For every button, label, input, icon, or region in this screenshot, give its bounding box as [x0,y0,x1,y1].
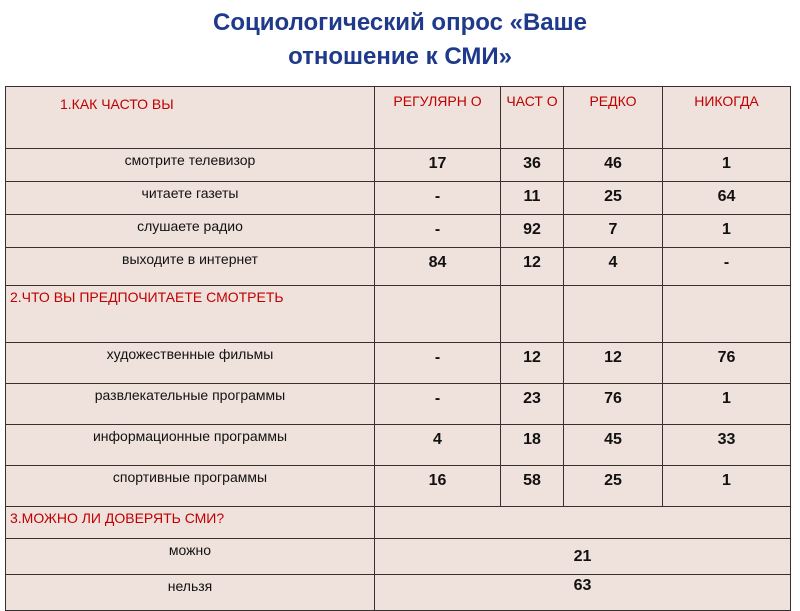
cell-never: 1 [663,466,791,507]
cell-rarely: 25 [564,182,663,215]
row-label: художественные фильмы [6,343,375,384]
row-label: информационные программы [6,425,375,466]
question-3-row [6,507,791,539]
column-header-rarely: РЕДКО [564,87,663,149]
empty-cell [564,286,663,343]
title-line-1: Социологический опрос «Ваше [213,9,587,36]
empty-cell [375,286,501,343]
empty-cell [501,286,564,343]
cell-rarely: 7 [564,215,663,248]
cell-often: 58 [501,466,564,507]
cell-answer-value: 21 [375,539,791,575]
cell-rarely: 12 [564,343,663,384]
table-row [6,466,791,507]
cell-never: 64 [663,182,791,215]
table-row [6,343,791,384]
cell-regularly: 16 [375,466,501,507]
question-3-header: 3.МОЖНО ЛИ ДОВЕРЯТЬ СМИ? [6,507,375,539]
column-header-never: НИКОГДА [663,87,791,149]
page-title [0,6,800,74]
cell-often: 12 [501,248,564,286]
row-label: можно [6,539,375,575]
row-label: читаете газеты [6,182,375,215]
table-row [6,248,791,286]
cell-regularly: 4 [375,425,501,466]
cell-never: 76 [663,343,791,384]
cell-never: 33 [663,425,791,466]
column-header-regularly: РЕГУЛЯРН О [375,87,501,149]
table-row [6,215,791,248]
title-line-2: отношение к СМИ» [288,43,512,70]
header-row [6,87,791,149]
cell-regularly: - [375,384,501,425]
row-label: спортивные программы [6,466,375,507]
cell-never: 1 [663,384,791,425]
survey-table [5,86,791,611]
table-row [6,425,791,466]
cell-never: 1 [663,149,791,182]
row-label: развлекательные программы [6,384,375,425]
question-2-header: 2.ЧТО ВЫ ПРЕДПОЧИТАЕТЕ СМОТРЕТЬ [6,286,375,343]
cell-regularly: - [375,182,501,215]
empty-cell [663,286,791,343]
table-row [6,575,791,611]
cell-rarely: 76 [564,384,663,425]
column-header-often: ЧАСТ О [501,87,564,149]
cell-regularly: - [375,215,501,248]
table-row [6,539,791,575]
cell-never: 1 [663,215,791,248]
cell-rarely: 45 [564,425,663,466]
cell-answer-value: 63 [375,575,791,611]
table-row [6,384,791,425]
row-label: нельзя [6,575,375,611]
empty-cell [375,507,791,539]
table-row [6,149,791,182]
cell-often: 12 [501,343,564,384]
row-label: выходите в интернет [6,248,375,286]
cell-often: 23 [501,384,564,425]
cell-often: 11 [501,182,564,215]
cell-rarely: 25 [564,466,663,507]
cell-regularly: 17 [375,149,501,182]
cell-rarely: 4 [564,248,663,286]
cell-often: 36 [501,149,564,182]
cell-regularly: - [375,343,501,384]
cell-often: 92 [501,215,564,248]
row-label: смотрите телевизор [6,149,375,182]
cell-often: 18 [501,425,564,466]
question-1-header: 1.КАК ЧАСТО ВЫ [6,87,375,149]
table-row [6,182,791,215]
question-2-row [6,286,791,343]
cell-rarely: 46 [564,149,663,182]
cell-never: - [663,248,791,286]
cell-regularly: 84 [375,248,501,286]
row-label: слушаете радио [6,215,375,248]
